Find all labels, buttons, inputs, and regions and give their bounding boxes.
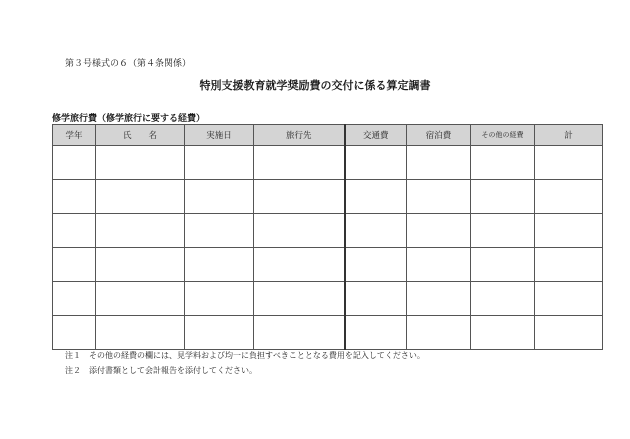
form-number: 第３号様式の６（第４条関係） <box>65 59 192 69</box>
cell-other-expenses <box>471 282 535 316</box>
col-header-destination: 旅行先 <box>254 125 345 146</box>
table-row <box>53 248 603 282</box>
note-1: 注１ その他の経費の欄には、見学料および均一に負担すべきこととなる費用を記入してください。 <box>65 351 425 360</box>
cell-total <box>535 146 603 180</box>
cell-lodging <box>407 316 471 350</box>
table-row <box>53 316 603 350</box>
cell-date <box>185 214 254 248</box>
cell-grade <box>53 146 96 180</box>
col-header-date: 実施日 <box>185 125 254 146</box>
col-header-name: 氏 名 <box>96 125 185 146</box>
cell-total <box>535 180 603 214</box>
cell-name <box>96 282 185 316</box>
calculation-table <box>52 124 603 350</box>
cell-lodging <box>407 214 471 248</box>
cell-destination <box>254 180 345 214</box>
section-label: 修学旅行費（修学旅行に要する経費） <box>52 114 206 124</box>
cell-name <box>96 146 185 180</box>
col-header-total: 計 <box>535 125 603 146</box>
cell-destination <box>254 316 345 350</box>
cell-date <box>185 316 254 350</box>
col-header-other-expenses: その他の経費 <box>471 125 535 146</box>
cell-lodging <box>407 282 471 316</box>
cell-grade <box>53 248 96 282</box>
cell-transport <box>345 248 407 282</box>
cell-lodging <box>407 248 471 282</box>
cell-name <box>96 180 185 214</box>
cell-grade <box>53 214 96 248</box>
cell-date <box>185 180 254 214</box>
cell-destination <box>254 248 345 282</box>
cell-grade <box>53 282 96 316</box>
cell-name <box>96 316 185 350</box>
cell-destination <box>254 146 345 180</box>
cell-date <box>185 282 254 316</box>
cell-destination <box>254 214 345 248</box>
cell-total <box>535 316 603 350</box>
cell-destination <box>254 282 345 316</box>
cell-name <box>96 248 185 282</box>
cell-total <box>535 214 603 248</box>
cell-transport <box>345 146 407 180</box>
cell-total <box>535 282 603 316</box>
cell-grade <box>53 180 96 214</box>
cell-transport <box>345 316 407 350</box>
cell-transport <box>345 214 407 248</box>
table-row <box>53 180 603 214</box>
table-header-row <box>53 125 603 146</box>
document-title: 特別支援教育就学奨励費の交付に係る算定調書 <box>199 79 431 92</box>
cell-date <box>185 146 254 180</box>
table-row <box>53 282 603 316</box>
cell-transport <box>345 180 407 214</box>
cell-grade <box>53 316 96 350</box>
col-header-lodging: 宿泊費 <box>407 125 471 146</box>
cell-lodging <box>407 180 471 214</box>
table-row <box>53 214 603 248</box>
cell-other-expenses <box>471 316 535 350</box>
cell-other-expenses <box>471 248 535 282</box>
col-header-grade: 学年 <box>53 125 96 146</box>
cell-name <box>96 214 185 248</box>
cell-other-expenses <box>471 214 535 248</box>
col-header-transport: 交通費 <box>345 125 407 146</box>
cell-other-expenses <box>471 180 535 214</box>
table-row <box>53 146 603 180</box>
cell-lodging <box>407 146 471 180</box>
cell-other-expenses <box>471 146 535 180</box>
cell-date <box>185 248 254 282</box>
cell-transport <box>345 282 407 316</box>
cell-total <box>535 248 603 282</box>
note-2: 注２ 添付書類として会計報告を添付してください。 <box>65 366 257 375</box>
